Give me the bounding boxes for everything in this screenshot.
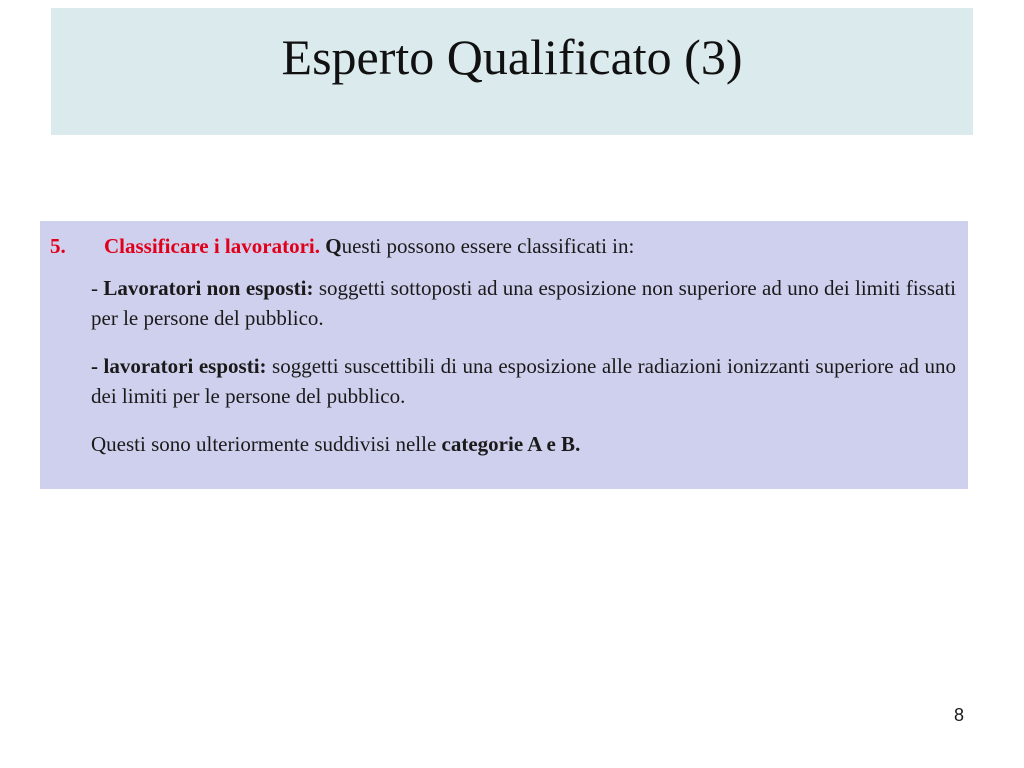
category-exposed — [91, 351, 956, 411]
closing-text: Questi sono ulteriormente suddivisi nelle — [91, 432, 442, 456]
category-term: - lavoratori esposti: — [91, 354, 267, 378]
category-description: soggetti suscettibili di una esposizione alle radiazioni ionizzanti superiore ad uno dei limiti per le persone del pubblico. — [91, 354, 956, 408]
category-description: soggetti sottoposti ad una esposizione non superiore ad uno dei limiti fissati per le persone del pubblico. — [91, 276, 956, 330]
closing-paragraph — [91, 429, 956, 459]
list-item-text — [104, 231, 634, 261]
closing-emphasis: categorie A e B. — [441, 432, 581, 456]
list-item-5 — [50, 231, 956, 261]
category-non-exposed — [91, 273, 956, 333]
list-item-heading: Classificare i lavoratori. — [104, 234, 320, 258]
intro-text: uesti possono essere classificati in: — [341, 234, 635, 258]
slide-title: Esperto Qualificato (3) — [281, 29, 743, 85]
title-banner — [51, 8, 973, 135]
intro-initial: Q — [325, 234, 342, 258]
category-prefix: - — [91, 276, 104, 300]
category-term: Lavoratori non esposti: — [103, 276, 314, 300]
content-panel — [40, 221, 968, 489]
list-item-number: 5. — [50, 234, 66, 258]
page-number: 8 — [953, 705, 964, 725]
